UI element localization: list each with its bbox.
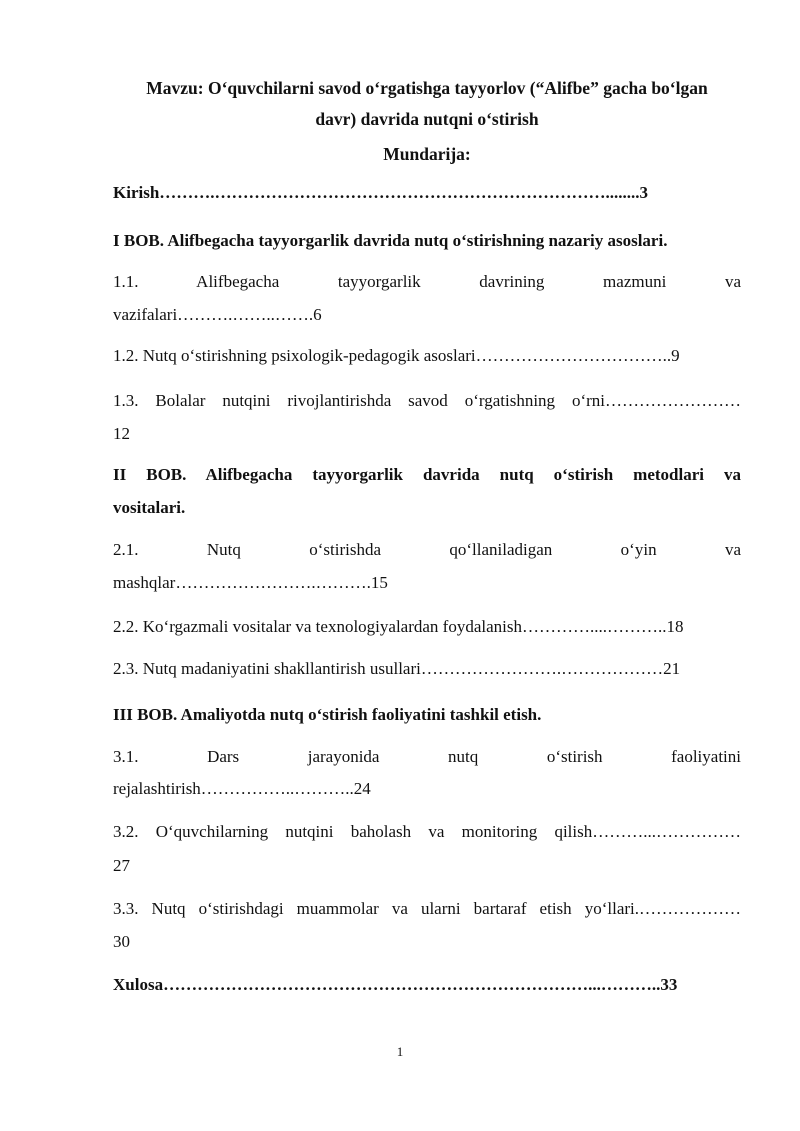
toc-entry-3-3-line1: 3.3. Nutq o‘stirishdagi muammolar va ularni bartaraf etish yo‘llari.………………: [113, 899, 741, 918]
toc-entry-2-1-line1: 2.1. Nutq o‘stirishda qo‘llaniladigan o‘yin va: [113, 540, 741, 559]
toc-chapter-2-title-line1: II BOB. Alifbegacha tayyorgarlik davrida nutq o‘stirish metodlari va: [113, 465, 741, 484]
topic-title-line1: Mavzu: O‘quvchilarni savod o‘rgatishga tayyorlov (“Alifbe” gacha bo‘lgan: [146, 78, 708, 98]
toc-entry-1-2: 1.2. Nutq o‘stirishning psixologik-pedagogik asoslari……………………………..9: [113, 346, 680, 365]
toc-entry-conclusion: Xulosa…………………………………………………………………...………..33: [113, 975, 678, 994]
toc-entry-3-2-line2: 27: [113, 856, 130, 875]
toc-entry-3-1-line1: 3.1. Dars jarayonida nutq o‘stirish faoliyatini: [113, 747, 741, 766]
toc-chapter-1-title: I BOB. Alifbegacha tayyorgarlik davrida nutq o‘stirishning nazariy asoslari.: [113, 231, 668, 250]
toc-entry-1-3-line1: 1.3. Bolalar nutqini rivojlantirishda savod o‘rgatishning o‘rni……………………: [113, 391, 741, 410]
toc-entry-3-3-line2: 30: [113, 932, 130, 951]
toc-entry-2-1-line2: mashqlar…………………….……….15: [113, 573, 388, 592]
document-page: [113, 0, 741, 1131]
toc-entry-2-2: 2.2. Ko‘rgazmali vositalar va texnologiyalardan foydalanish…………....………..18: [113, 617, 684, 636]
toc-entry-intro: Kirish……….……………………………………………………………........3: [113, 183, 649, 202]
toc-entry-3-1-line2: rejalashtirish……………..………..24: [113, 779, 371, 798]
page-number: 1: [396, 1044, 404, 1059]
toc-chapter-3-title: III BOB. Amaliyotda nutq o‘stirish faoliyatini tashkil etish.: [113, 705, 542, 724]
topic-title-line2: davr) davrida nutqni o‘stirish: [315, 109, 539, 129]
contents-heading: Mundarija:: [383, 144, 471, 164]
toc-entry-1-1-line2: vazifalari……….……..…….6: [113, 305, 322, 324]
toc-entry-3-2-line1: 3.2. O‘quvchilarning nutqini baholash va monitoring qilish………...……………: [113, 822, 741, 841]
toc-entry-1-3-line2: 12: [113, 424, 130, 443]
toc-entry-1-1-line1: 1.1. Alifbegacha tayyorgarlik davrining mazmuni va: [113, 272, 741, 291]
toc-entry-2-3: 2.3. Nutq madaniyatini shakllantirish usullari…………………….………………21: [113, 659, 681, 678]
toc-chapter-2-title-line2: vositalari.: [113, 498, 186, 517]
